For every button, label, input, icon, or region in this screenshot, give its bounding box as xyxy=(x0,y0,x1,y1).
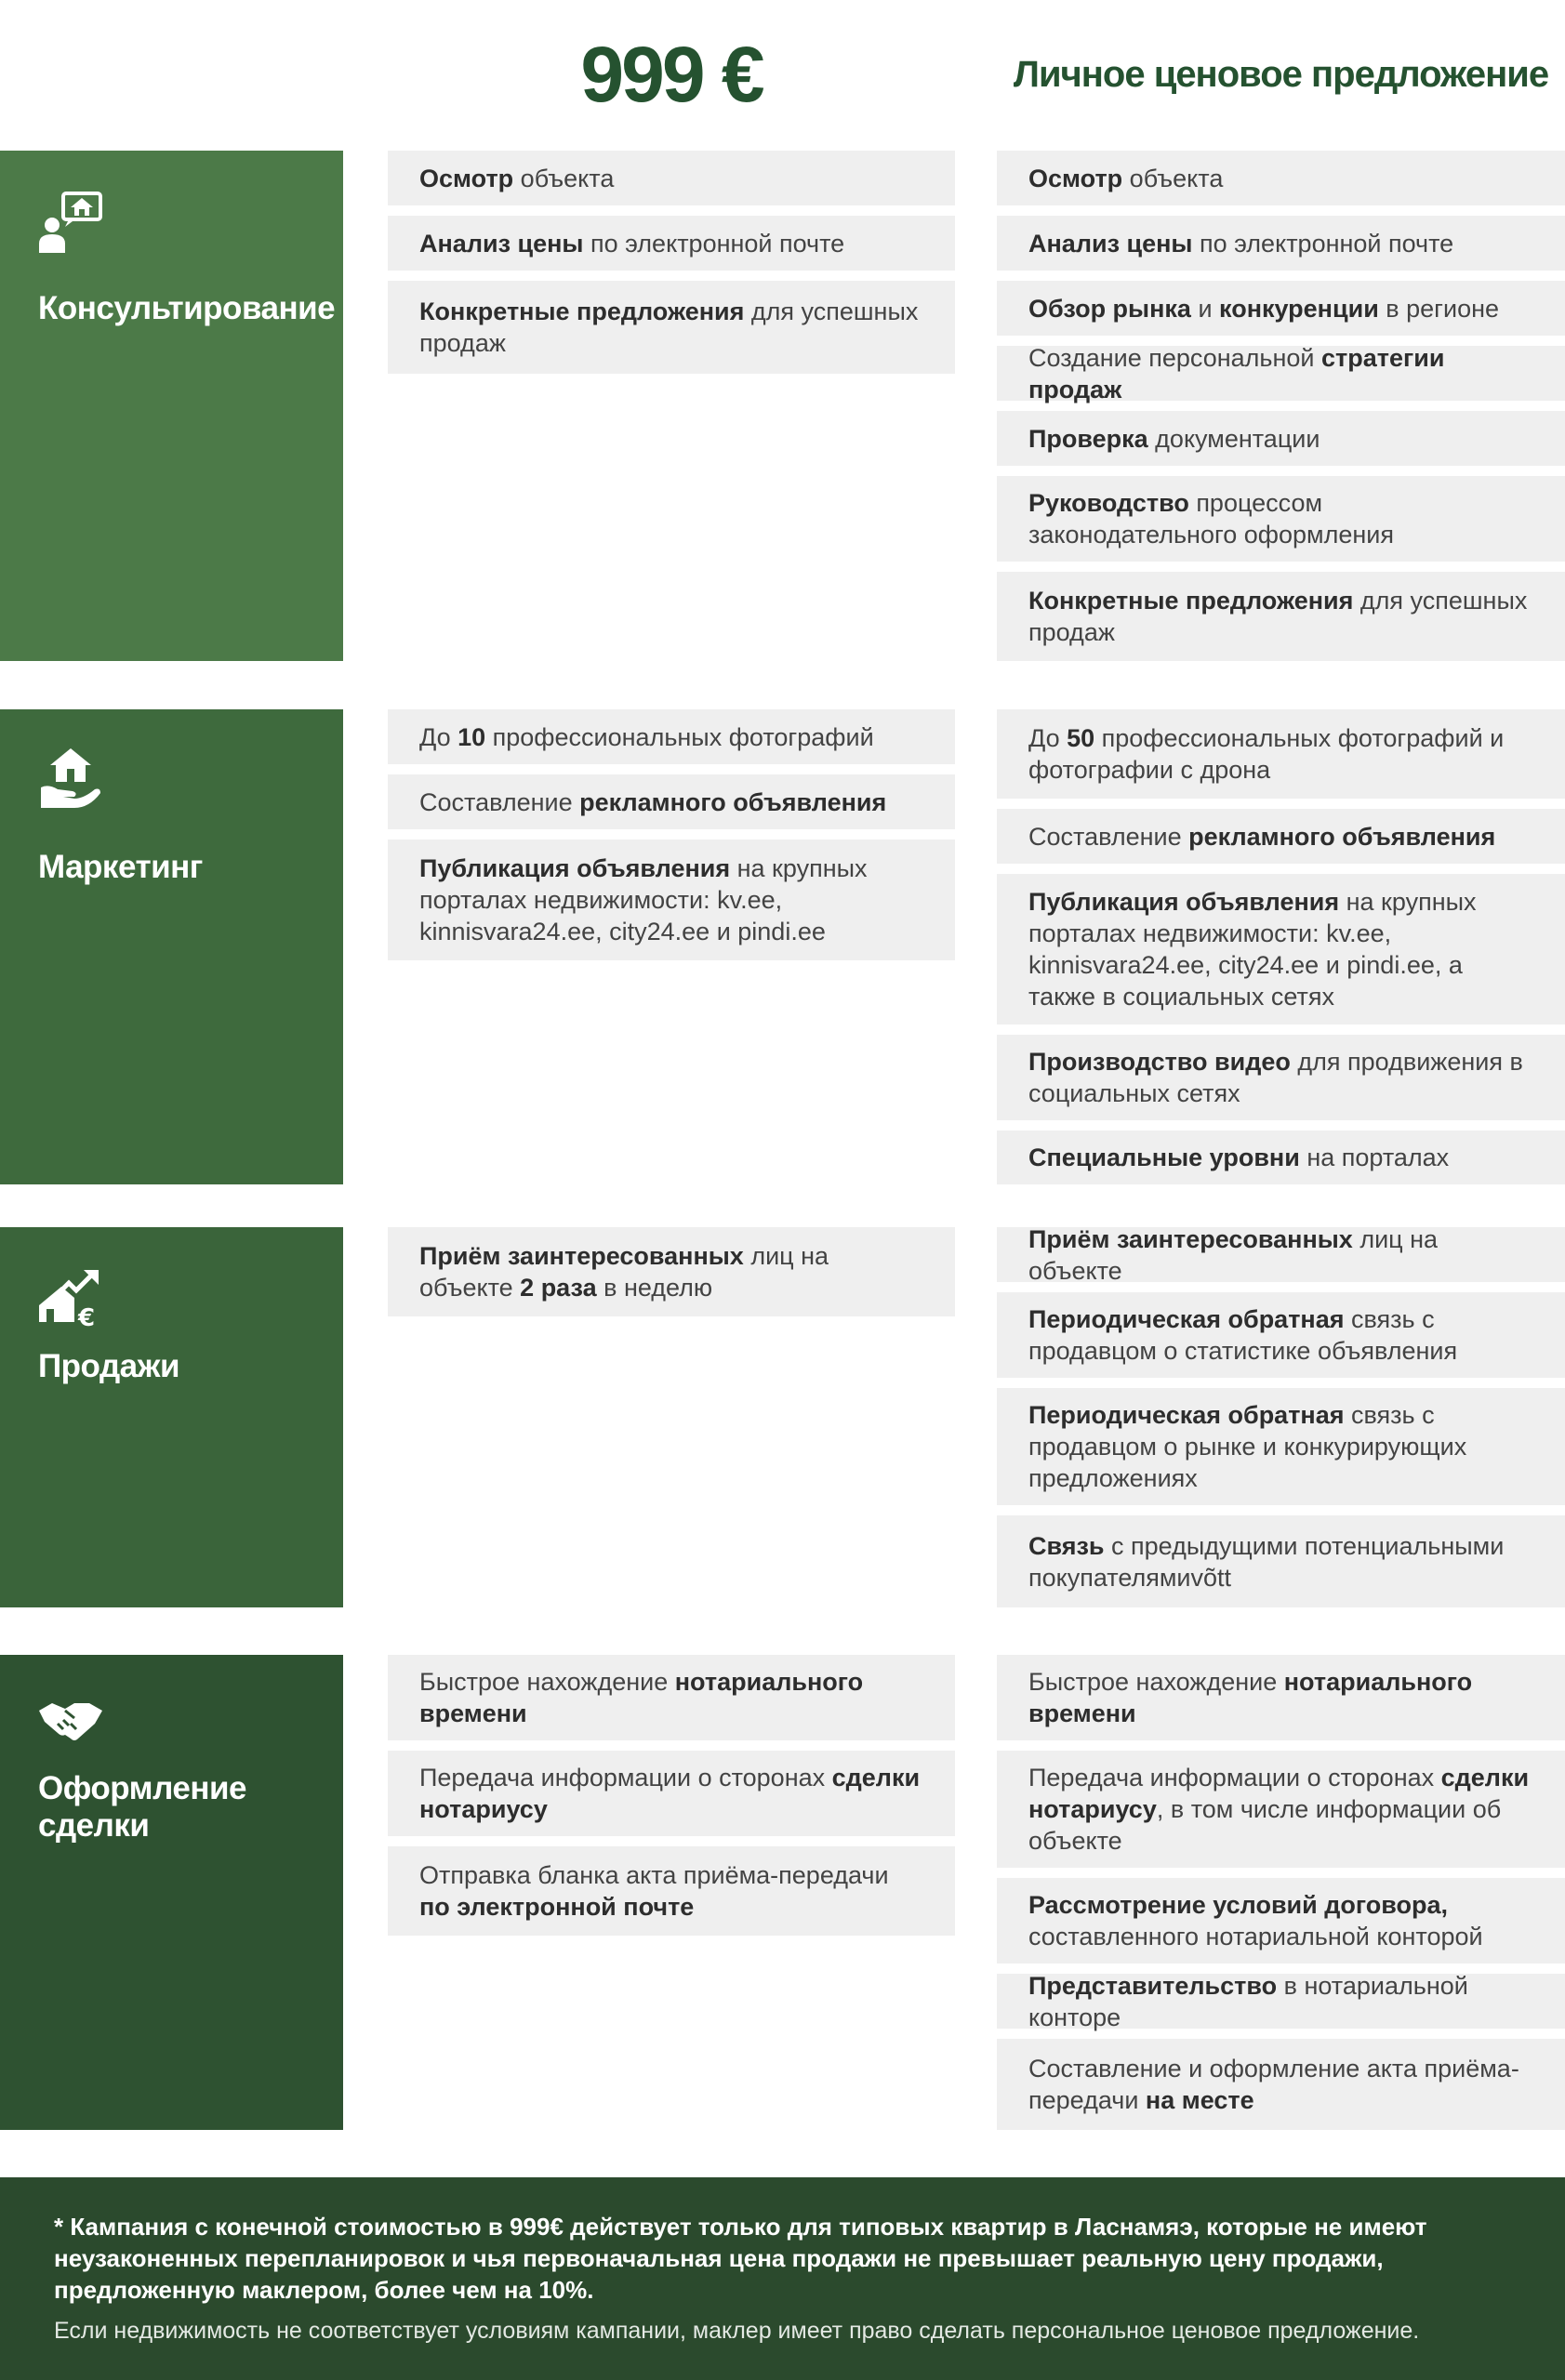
category-label: Консультирование xyxy=(38,290,336,326)
list-item: Представительство в нотариальной конторе xyxy=(997,1974,1565,2029)
emphasis-text: Представительство xyxy=(1028,1971,1278,2000)
category-label: Маркетинг xyxy=(38,849,203,885)
category-marketing xyxy=(0,709,343,1184)
svg-text:€: € xyxy=(78,1304,96,1331)
list-item: Проверка документации xyxy=(997,411,1565,466)
emphasis-text: Производство видео xyxy=(1028,1048,1291,1076)
emphasis-text: нотариального времени xyxy=(1028,1668,1473,1727)
list-item: До 10 профессиональных фотографий xyxy=(388,709,955,764)
emphasis-text: Конкретные предложения xyxy=(1028,587,1354,615)
campaign-footer xyxy=(0,2177,1565,2380)
list-item: Отправка бланка акта приёма-передачи по электронной почте xyxy=(388,1846,955,1936)
personal-offer-heading: Личное ценовое предложение xyxy=(1013,54,1549,95)
emphasis-text: 2 раза xyxy=(520,1274,597,1302)
consultation-icon xyxy=(37,188,104,255)
emphasis-text: сделки нотариусу xyxy=(419,1764,921,1823)
emphasis-text: 50 xyxy=(1067,724,1095,752)
list-item: Обзор рынка и конкуренции в регионе xyxy=(997,281,1565,336)
list-item: Быстрое нахождение нотариального времени xyxy=(388,1655,955,1740)
list-item: Периодическая обратная связь с продавцом о статистике объявления xyxy=(997,1292,1565,1378)
emphasis-text: рекламного объявления xyxy=(579,787,887,816)
category-deal-closing xyxy=(0,1655,343,2130)
emphasis-text: Периодическая обратная xyxy=(1028,1305,1345,1333)
emphasis-text: Осмотр xyxy=(419,164,514,192)
emphasis-text: 10 xyxy=(458,722,486,751)
emphasis-text: Анализ цены xyxy=(1028,229,1193,258)
list-item: Приём заинтересованных лиц на объекте xyxy=(997,1227,1565,1282)
emphasis-text: на месте xyxy=(1145,2086,1254,2114)
list-item: Осмотр объекта xyxy=(997,151,1565,205)
house-growth-euro-icon xyxy=(37,1264,104,1331)
emphasis-text: стратегии продаж xyxy=(1028,343,1445,403)
category-consulting xyxy=(0,151,343,661)
list-item: Передача информации о сторонах сделки нотариусу xyxy=(388,1751,955,1836)
emphasis-text: Публикация объявления xyxy=(419,854,731,882)
list-item: Создание персональной стратегии продаж xyxy=(997,346,1565,401)
emphasis-text: Рассмотрение условий договора, xyxy=(1028,1891,1448,1919)
list-item: Производство видео для продвижения в социальных сетях xyxy=(997,1035,1565,1120)
list-item: Специальные уровни на порталах xyxy=(997,1130,1565,1184)
category-label: Оформление сделки xyxy=(38,1770,246,1844)
emphasis-text: по электронной почте xyxy=(419,1893,695,1921)
list-item: Осмотр объекта xyxy=(388,151,955,205)
list-item: Публикация объявления на крупных порталах недвижимости: kv.ee, kinnisvara24.ee, city24.ee и pindi.ee xyxy=(388,840,955,960)
emphasis-text: нотариального времени xyxy=(419,1668,864,1727)
list-item: Публикация объявления на крупных порталах недвижимости: kv.ee, kinnisvara24.ee, city24.ee и pindi.ee, а также в социальных сетях xyxy=(997,874,1565,1025)
emphasis-text: Публикация объявления xyxy=(1028,888,1340,916)
list-item: Составление рекламного объявления xyxy=(388,774,955,829)
house-in-hand-icon xyxy=(37,747,104,813)
list-item: Составление рекламного объявления xyxy=(997,809,1565,864)
list-item: Анализ цены по электронной почте xyxy=(388,216,955,271)
emphasis-text: рекламного объявления xyxy=(1188,822,1496,851)
list-item: Передача информации о сторонах сделки нотариусу, в том числе информации об объекте xyxy=(997,1751,1565,1868)
emphasis-text: Связь xyxy=(1028,1531,1105,1560)
handshake-icon xyxy=(37,1683,104,1750)
emphasis-text: Обзор рынка xyxy=(1028,294,1191,323)
emphasis-text: Осмотр xyxy=(1028,164,1123,192)
price-heading: 999 € xyxy=(580,30,763,118)
emphasis-text: Проверка xyxy=(1028,424,1148,453)
list-item: Периодическая обратная связь с продавцом о рынке и конкурирующих предложениях xyxy=(997,1388,1565,1505)
campaign-note: Если недвижимость не соответствует условиям кампании, маклер имеет право сделать персональное ценовое предложение. xyxy=(54,2318,1420,2344)
campaign-disclaimer: * Кампания с конечной стоимостью в 999€ действует только для типовых квартир в Ласнамяэ, которые не имеют неузаконенных перепланировок и чья первоначальная цена продажи не превышает реальную цену продажи, предложенную маклером, более чем на 10%. xyxy=(54,2213,1427,2304)
emphasis-text: Приём заинтересованных xyxy=(419,1242,744,1270)
list-item: Анализ цены по электронной почте xyxy=(997,216,1565,271)
category-sales xyxy=(0,1227,343,1607)
category-label: Продажи xyxy=(38,1348,179,1384)
list-item: Связь с предыдущими потенциальными покупателямиvõtt xyxy=(997,1515,1565,1607)
emphasis-text: Конкретные предложения xyxy=(419,298,745,325)
list-item: Конкретные предложения для успешных продаж xyxy=(388,281,955,374)
list-item: Быстрое нахождение нотариального времени xyxy=(997,1655,1565,1740)
emphasis-text: Специальные уровни xyxy=(1028,1144,1300,1171)
emphasis-text: Анализ цены xyxy=(419,229,584,258)
emphasis-text: Руководство xyxy=(1028,489,1189,517)
list-item: Приём заинтересованных лиц на объекте 2 раза в неделю xyxy=(388,1227,955,1316)
emphasis-text: Периодическая обратная xyxy=(1028,1401,1345,1429)
emphasis-text: конкуренции xyxy=(1219,294,1379,323)
list-item: Рассмотрение условий договора, составленного нотариальной конторой xyxy=(997,1878,1565,1964)
list-item: Конкретные предложения для успешных продаж xyxy=(997,572,1565,661)
list-item: До 50 профессиональных фотографий и фотографии с дрона xyxy=(997,709,1565,799)
list-item: Составление и оформление акта приёма-передачи на месте xyxy=(997,2039,1565,2130)
list-item: Руководство процессом законодательного оформления xyxy=(997,476,1565,562)
emphasis-text: сделки нотариусу xyxy=(1028,1764,1530,1823)
emphasis-text: Приём заинтересованных xyxy=(1028,1224,1353,1253)
